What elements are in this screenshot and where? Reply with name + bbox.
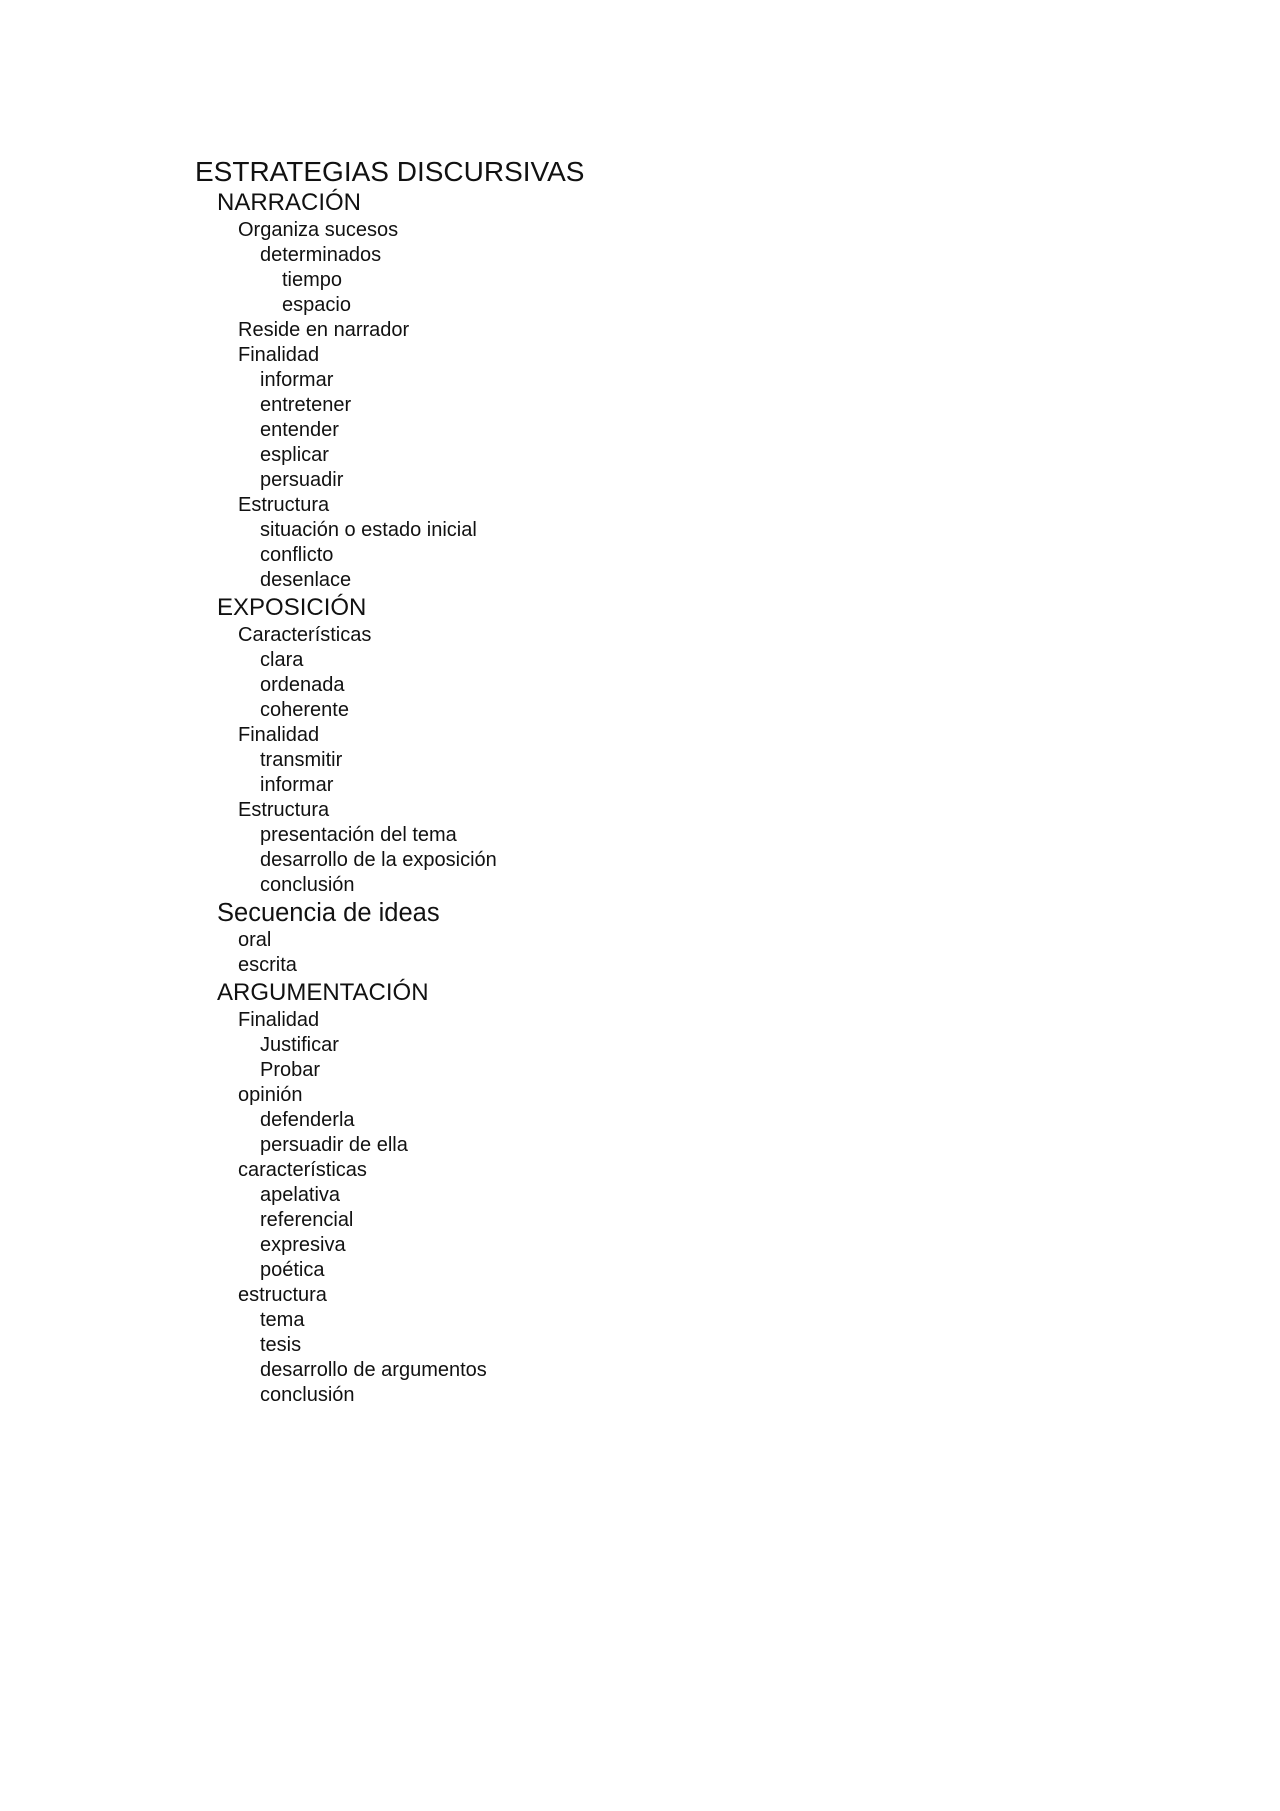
subtopic-item: opinión [238, 1084, 303, 1106]
subtopic-item: Finalidad [238, 724, 320, 746]
outline-item: entender [260, 419, 339, 441]
outline-item: tiempo [282, 269, 343, 291]
section-heading: EXPOSICIÓN [217, 594, 367, 621]
outline-item: expresiva [260, 1234, 346, 1256]
outline-item: situación o estado inicial [260, 519, 477, 541]
outline-item: clara [260, 649, 304, 671]
subtopic-item: características [238, 1159, 367, 1181]
subtopic-item: Estructura [238, 799, 330, 821]
outline-item: Probar [260, 1059, 321, 1081]
section-heading: Secuencia de ideas [217, 899, 440, 927]
section-heading: NARRACIÓN [217, 189, 362, 216]
subtopic-item: Organiza sucesos [238, 219, 399, 241]
outline-item: desenlace [260, 569, 352, 591]
outline-item: coherente [260, 699, 349, 721]
subtopic-item: Estructura [238, 494, 330, 516]
outline-item: persuadir de ella [260, 1134, 408, 1156]
outline-item: informar [260, 774, 334, 796]
subtopic-item: Finalidad [238, 1009, 320, 1031]
outline-item: defenderla [260, 1109, 355, 1131]
outline-item: ordenada [260, 674, 345, 696]
outline-item: desarrollo de argumentos [260, 1359, 487, 1381]
outline-item: Justificar [260, 1034, 339, 1056]
outline-item: desarrollo de la exposición [260, 849, 497, 871]
outline-item: transmitir [260, 749, 343, 771]
outline-item: tema [260, 1309, 305, 1331]
subtopic-item: escrita [238, 954, 297, 976]
outline [195, 155, 1095, 1408]
subtopic-item: oral [238, 929, 272, 951]
subtopic-item: estructura [238, 1284, 327, 1306]
outline-item: espacio [282, 294, 351, 316]
outline-item: apelativa [260, 1184, 341, 1206]
subtopic-item: Características [238, 624, 372, 646]
outline-item: tesis [260, 1334, 302, 1356]
outline-item: conclusión [260, 874, 355, 896]
outline-item: poética [260, 1259, 325, 1281]
outline-item: conflicto [260, 544, 334, 566]
outline-item: esplicar [260, 444, 329, 466]
outline-item: referencial [260, 1209, 354, 1231]
section-heading: ARGUMENTACIÓN [217, 979, 429, 1006]
document-title: ESTRATEGIAS DISCURSIVAS [195, 156, 585, 187]
outline-item: presentación del tema [260, 824, 457, 846]
subtopic-item: Finalidad [238, 344, 320, 366]
subtopic-item: Reside en narrador [238, 319, 410, 341]
outline-item: informar [260, 369, 334, 391]
outline-item: persuadir [260, 469, 344, 491]
outline-item: conclusión [260, 1384, 355, 1406]
outline-item: entretener [260, 394, 352, 416]
outline-item: determinados [260, 244, 382, 266]
